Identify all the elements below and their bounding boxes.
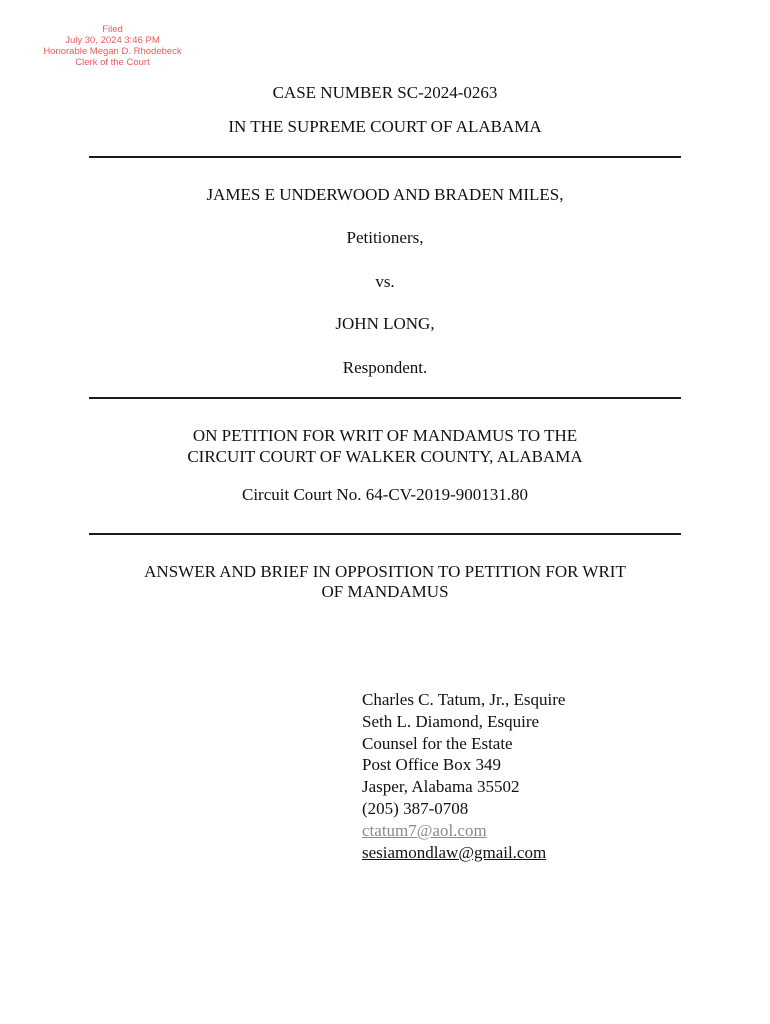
divider-bottom (89, 533, 681, 535)
petitioners-names: JAMES E UNDERWOOD AND BRADEN MILES, (206, 185, 564, 204)
attorney-2: Seth L. Diamond, Esquire (362, 711, 540, 731)
document-title-line-1: ANSWER AND BRIEF IN OPPOSITION TO PETITION FOR WRIT (144, 562, 626, 581)
divider-top (89, 156, 681, 158)
case-number: CASE NUMBER SC-2024-0263 (272, 83, 498, 102)
versus: vs. (375, 272, 395, 291)
respondent-label: Respondent. (342, 358, 428, 377)
respondent-name: JOHN LONG, (335, 314, 435, 333)
attorney-1: Charles C. Tatum, Jr., Esquire (362, 690, 566, 709)
counsel-role: Counsel for the Estate (362, 733, 513, 753)
stamp-date: July 30, 2024 3:46 PM (65, 35, 160, 46)
email-link-2[interactable]: sesiamondlaw@gmail.com (362, 842, 547, 862)
counsel-block (362, 689, 565, 863)
divider-middle (89, 397, 681, 399)
circuit-case-number: Circuit Court No. 64-CV-2019-900131.80 (241, 485, 528, 504)
address-line-1: Post Office Box 349 (362, 755, 501, 775)
court-name: IN THE SUPREME COURT OF ALABAMA (228, 117, 542, 136)
document-title-line-2: OF MANDAMUS (321, 582, 449, 601)
petition-line-1: ON PETITION FOR WRIT OF MANDAMUS TO THE (192, 426, 578, 445)
stamp-filed: Filed (102, 24, 123, 35)
address-line-2: Jasper, Alabama 35502 (362, 777, 520, 797)
stamp-clerk-title: Clerk of the Court (75, 57, 150, 68)
email-link-1[interactable]: ctatum7@aol.com (362, 820, 487, 840)
petition-line-2: CIRCUIT COURT OF WALKER COUNTY, ALABAMA (187, 447, 583, 466)
stamp-clerk-name: Honorable Megan D. Rhodebeck (43, 46, 182, 57)
phone-number: (205) 387-0708 (362, 798, 469, 818)
filing-stamp (30, 24, 195, 68)
petitioners-label: Petitioners, (346, 228, 424, 247)
